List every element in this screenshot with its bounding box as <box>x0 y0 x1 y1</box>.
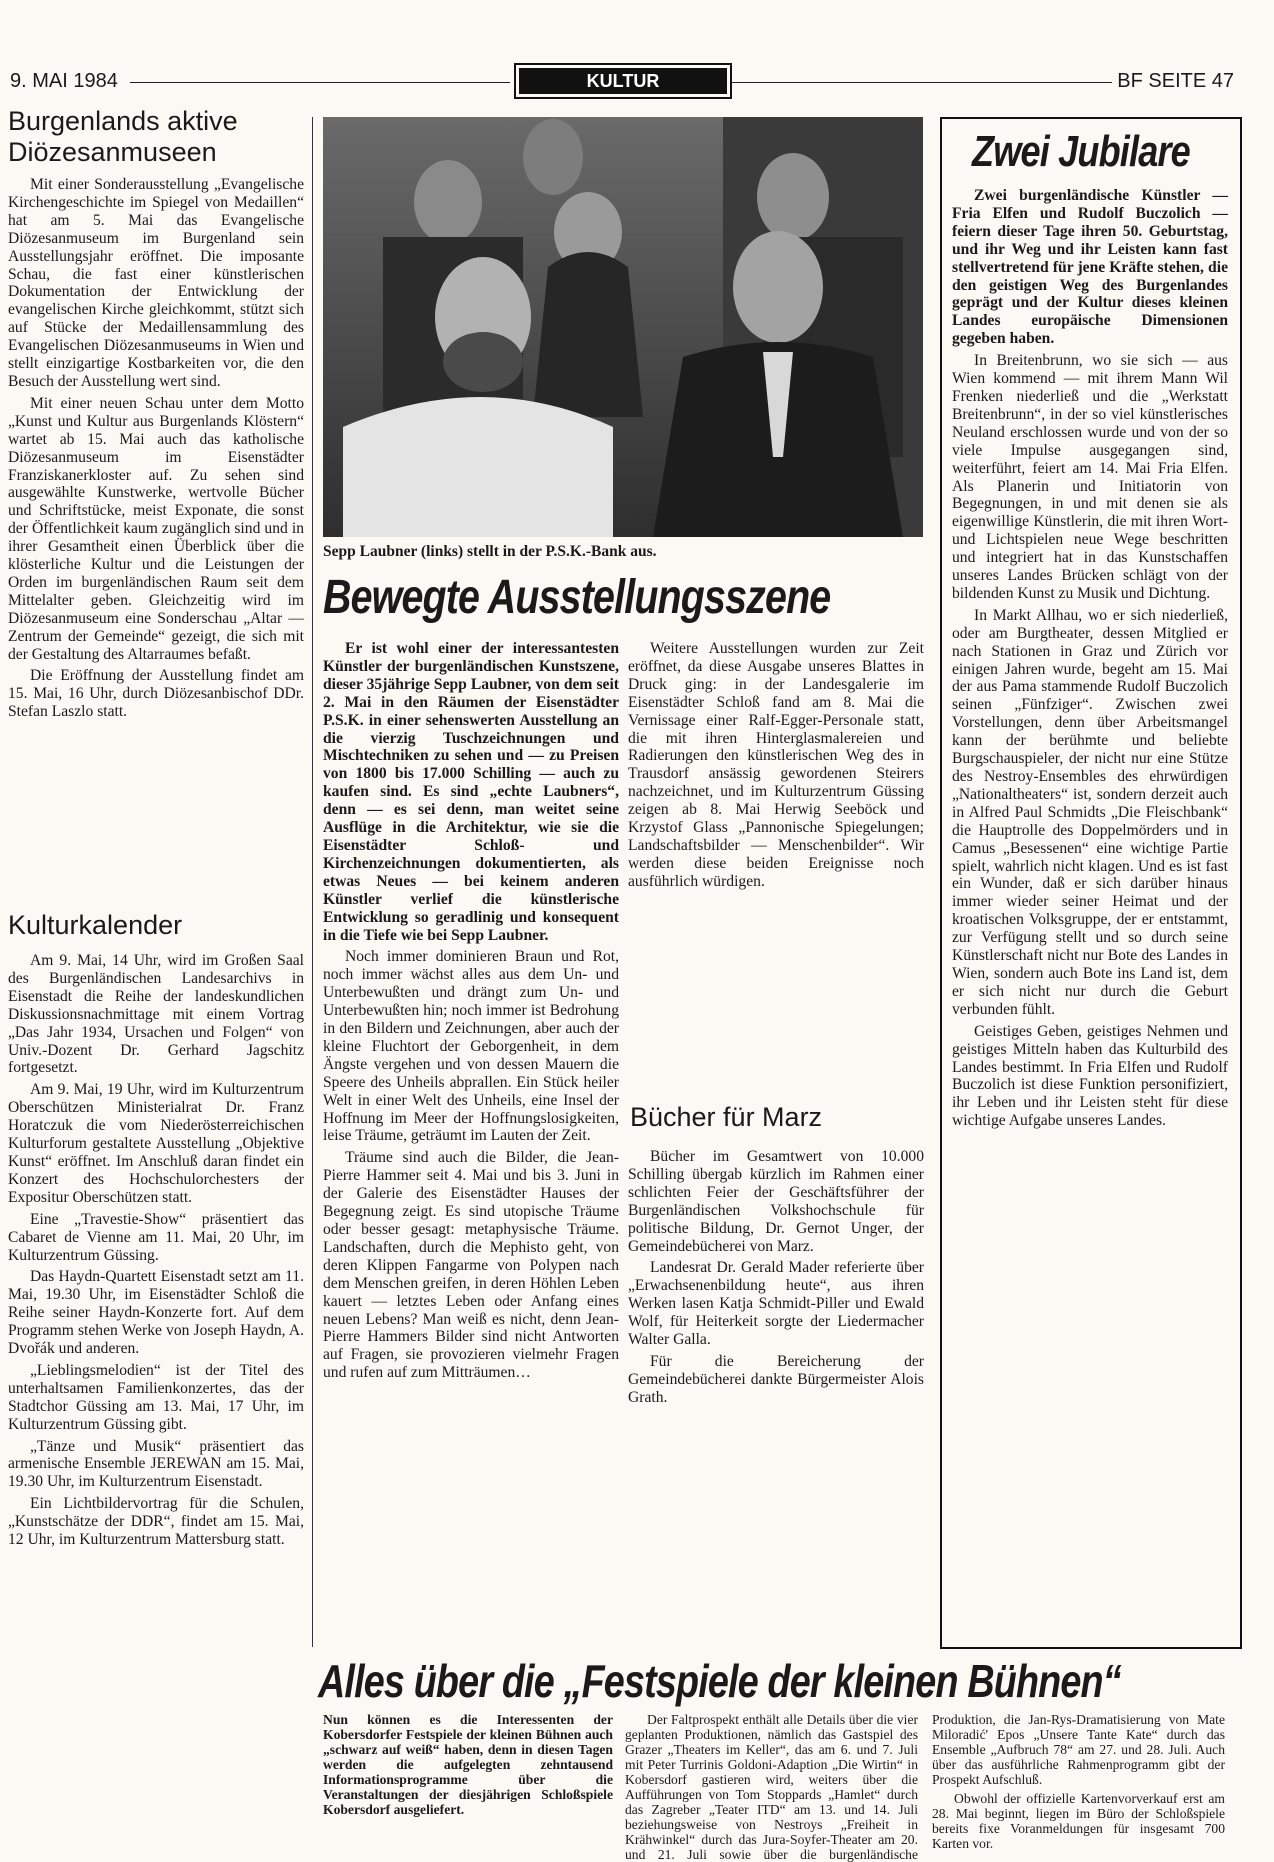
jubilare-article <box>952 187 1228 1134</box>
jubilare-box <box>940 117 1242 1649</box>
photo-caption: Sepp Laubner (links) stellt in der P.S.K.-Bank aus. <box>323 543 657 560</box>
kalender-entry: „Lieblingsmelodien“ ist der Titel des unterhaltsamen Familienkonzertes, das der Stadtchor Güssing am 13. Mai, 17 Uhr, im Kulturzentrum Güssing gibt. <box>8 1361 304 1433</box>
museum-paragraph: Mit einer neuen Schau unter dem Motto „Kunst und Kultur aus Burgenlands Klöstern“ wartet ab 15. Mai auch das katholische Diözesanmuseum im Eisenstädter Franziskanerkloster auf. Zu sehen sind ausgewählte Kunstwerke, wertvolle Bücher und Schriftstücke, meist Exponate, die sonst der Öffentlichkeit kaum zugänglich sind und in ihrer Gesamtheit einen Überblick über die klösterliche Kultur und die Leistungen der Orden im burgenländischen Raum seit dem Mittelalter geben. Gleichzeitig wird im Diözesanmuseum eine Sonderschau „Altar — Zentrum der Gemeinde“ gezeigt, die sich mit der Gestaltung des Altarraumes befaßt. <box>8 394 304 663</box>
column-rule <box>312 117 313 1647</box>
photo-illustration <box>323 117 923 537</box>
buecher-paragraph: Landesrat Dr. Gerald Mader referierte über „Erwachsenenbildung heute“, aus ihren Werken lasen Katja Schmidt-Piller und Ewald Wolf, für Heiterkeit sorgte der Liedermacher Walter Galla. <box>628 1259 924 1349</box>
header-rule-right <box>732 82 1112 83</box>
festspiele-headline: Alles über die „Festspiele der kleinen Bühnen“ <box>318 1655 1121 1707</box>
header-rule-left <box>130 82 510 83</box>
festspiele-paragraph: Obwohl der offizielle Kartenvorverkauf erst am 28. Mai beginnt, liegen im Büro der Schloßspiele bereits fixe Voranmeldungen für insgesamt 700 Karten vor. <box>932 1791 1225 1851</box>
festspiele-col-1 <box>323 1712 613 1821</box>
exhibition-paragraph: Noch immer dominieren Braun und Rot, noch immer wächst alles aus dem Un- und Unterbewußten und drängt zum Un- und Unterbewußten hin; noch immer ist Bedrohung in den Bildern und Zeichnungen, aber auch der kleine Fluchtort der Geborgenheit, in dem Ängste vergehen und von dessen Mauern die Speere des Unheils abprallen. Ein Stück heiler Welt in einer Welt des Unheils, eine Insel der Hoffnung im Meer der Hoffnungslosigkeiten, leise Träume, geträumt im Lauten der Zeit. <box>323 948 619 1145</box>
museum-headline: Burgenlands aktive Diözesanmuseen <box>8 106 238 167</box>
kalender-entry: Das Haydn-Quartett Eisenstadt setzt am 11. Mai, 19.30 Uhr, im Eisenstädter Schloß die Reihe seiner Haydn-Konzerte fort. Auf dem Programm stehen Werke von Joseph Haydn, A. Dvořák und anderen. <box>8 1268 304 1358</box>
exhibition-article-right <box>628 640 924 895</box>
page-number: BF SEITE 47 <box>1117 70 1234 92</box>
exhibition-paragraph: Weitere Ausstellungen wurden zur Zeit eröffnet, da diese Ausgabe unseres Blattes in Druck ging: in der Landesgalerie im Eisenstädter Schloß fand am 8. Mai die Vernissage einer Ralf-Egger-Personale statt, die mit ihren Hinterglasmalereien und Radierungen den künstlerischen Weg des in Trausdorf ansässig gewordenen Steirers nachzeichnet, und im Kulturzentrum Güssing zeigen ab 8. Mai Herwig Seeböck und Krzystof Glass „Pannonische Spiegelungen; Landschaftsbilder — Menschenbilder“. Wir werden diese beiden Ereignisse noch ausführlich würdigen. <box>628 640 924 890</box>
kalender-list <box>8 952 304 1553</box>
jubilare-headline: Zwei Jubilare <box>972 127 1190 176</box>
issue-date: 9. MAI 1984 <box>10 70 118 92</box>
festspiele-cols-2-3 <box>625 1712 1225 1862</box>
exhibition-article-left <box>323 640 619 1386</box>
jubilare-paragraph: Geistiges Geben, geistiges Nehmen und geistiges Mitteln haben das Kulturbild des Landes bestimmt. In Fria Elfen und Rudolf Buczolich ist diese Funktion personifiziert, ihr Leben und ihr Leisten steht für diese wichtige Aufgabe unseres Landes. <box>952 1022 1228 1130</box>
section-badge <box>514 63 732 99</box>
exhibition-lead: Er ist wohl einer der interessantesten Künstler der burgenländischen Kunstszene, dieser 35jährige Sepp Laubner, von dem seit 2. Mai in den Räumen der Eisenstädter P.S.K. in einer sehenswerten Ausstellung an die vierzig Tuschzeichnungen und Mischtechniken zu sehen und — zu Preisen von 1800 bis 17.000 Schilling — auch zu kaufen sind. Es sind „echte Laubners“, denn — es sei denn, man weitet seine Ausflüge in die Architektur, wie sie die Eisenstädter Schloß- und Kirchenzeichnungen dokumentierten, als etwas Neues — bei keinem anderen Künstler verlief die künstlerische Entwicklung so geradlinig und konsequent in die Tiefe wie bei Sepp Laubner. <box>323 640 619 944</box>
kalender-entry: Eine „Travestie-Show“ präsentiert das Cabaret de Vienne am 11. Mai, 20 Uhr, im Kulturzentrum Güssing. <box>8 1210 304 1264</box>
festspiele-lead: Nun können es die Interessenten der Kobersdorfer Festspiele der kleinen Bühnen auch „schwarz auf weiß“ haben, denn in diesen Tagen werden die aufgelegten zehntausend Informationsprogramme über die Veranstaltungen der diesjährigen Schloßspiele Kobersdorf ausgeliefert. <box>323 1712 613 1817</box>
kalender-headline: Kulturkalender <box>8 910 183 940</box>
kalender-entry: Ein Lichtbildervortrag für die Schulen, „Kunstschätze der DDR“, findet am 15. Mai, 12 Uhr, im Kulturzentrum Mattersburg statt. <box>8 1495 304 1549</box>
museum-paragraph: Mit einer Sonderausstellung „Evangelische Kirchengeschichte im Spiegel von Medaillen“ hat am 5. Mai das Evangelische Diözesanmuseum im Burgenland sein Ausstellungsjahr eröffnet. Die imposante Schau, die fast einer künstlerischen Dokumentation der Entwicklung der evangelischen Kirche gleichkommt, stützt sich auf Stücke der Medaillensammlung des Evangelischen Diözesanmuseums in Wien und stellt einzigartige Kostbarkeiten vor, die den Besuch der Ausstellung wert sind. <box>8 176 304 390</box>
kalender-entry: Am 9. Mai, 19 Uhr, wird im Kulturzentrum Oberschützen Ministerialrat Dr. Franz Horatczuk die vom Niederösterreichischen Kulturforum gestaltete Ausstellung „Objektive Kunst“ eröffnet. Im Anschluß daran findet ein Konzert des Hochschulorchesters der Expositur Oberschützen statt. <box>8 1081 304 1206</box>
jubilare-lead: Zwei burgenländische Künstler — Fria Elfen und Rudolf Buczolich — feiern dieser Tage ihren 50. Geburtstag, und ihr Weg und ihr Leisten kann fast stellvertretend für jene Kräfte stehen, die den geistigen Weg des Burgenlandes geprägt und der Kultur dieses kleinen Landes europäische Dimensionen gegeben haben. <box>952 187 1228 348</box>
jubilare-paragraph: In Breitenbrunn, wo sie sich — aus Wien kommend — mit ihrem Mann Wil Frenken niederließ und die „Werkstatt Breitenbrunn“, in der so viel künstlerisches Neuland erschlossen wurde und von der so viele Impulse ausgegangen sind, weiterführt, feiert am 14. Mai Fria Elfen. Als Planerin und Initiatorin von Begegnungen, in und mit denen sie als eigenwillige Künstlerin, die mit ihren Wort- und Lichtspielen neue Wege beschritten und integriert hat in das Kunstschaffen unseres Landes Brücken schlägt von der bildenden Kunst zu Musik und Dichtung. <box>952 352 1228 602</box>
news-photo <box>323 117 923 537</box>
exhibition-headline: Bewegte Ausstellungsszene <box>323 571 831 624</box>
kalender-entry: „Tänze und Musik“ präsentiert das armenische Ensemble JEREWAN am 15. Mai, 19.30 Uhr, im Kulturzentrum Eisenstadt. <box>8 1437 304 1491</box>
section-label: KULTUR <box>519 68 727 94</box>
museum-paragraph: Die Eröffnung der Ausstellung findet am 15. Mai, 16 Uhr, durch Diözesanbischof DDr. Stefan Laszlo statt. <box>8 667 304 721</box>
buecher-paragraph: Bücher im Gesamtwert von 10.000 Schilling übergab kürzlich im Rahmen einer schlichten Feier der Geschäftsführer der Burgenländischen Volkshochschule für politische Bildung, Dr. Gernot Unger, der Gemeindebücherei von Marz. <box>628 1148 924 1255</box>
kalender-entry: Am 9. Mai, 14 Uhr, wird im Großen Saal des Burgenländischen Landesarchivs in Eisenstadt die Reihe der landeskundlichen Diskussionsnachmittage mit einem Vortrag „Das Jahr 1934, Ursachen und Folgen“ von Univ.-Dozent Dr. Gerhard Jagschitz fortgesetzt. <box>8 952 304 1077</box>
museum-article <box>8 176 304 725</box>
buecher-paragraph: Für die Bereicherung der Gemeindebücherei dankte Bürgermeister Alois Grath. <box>628 1352 924 1406</box>
buecher-headline: Bücher für Marz <box>630 1102 823 1132</box>
jubilare-paragraph: In Markt Allhau, wo er sich niederließ, oder am Burgtheater, dessen Mitglied er nach Stationen in Graz und Zürich vor einigen Jahren wurde, begeht am 15. Mai der aus Pama stammende Rudolf Buczolich seinen „Fünfziger“. Zwischen zwei Vorstellungen, denn über Arbeitsmangel kann der berühmte und beliebte Burgschauspieler, der nicht nur eine Stütze des Nestroy-Ensembles des ehrwürdigen „Nationaltheaters“ ist, sondern derzeit auch in Alfred Paul Schmidts „Die Fleischbank“ die Hauptrolle des Doppelmörders und in Camus „Besessenen“ eine wichtige Partie spielt, wahrlich nicht klagen. Und es ist fast ein Wunder, daß er sich darüber hinaus immer wieder seiner Heimat und der kroatischen Volksgruppe, der er entstammt, zur Verfügung stellt und so durch seine Künstlerschaft nicht nur Bote des Landes in Wien, sondern auch Bote ins Land ist, dem er sich nicht nur durch die Geburt verbunden fühlt. <box>952 606 1228 1018</box>
buecher-article <box>628 1148 924 1411</box>
festspiele-paragraph: Der Faltprospekt enthält alle Details über die vier geplanten Produktionen, nämlich das Gastspiel des Grazer „Theaters im Keller“, das am 6. und 7. Juli mit Peter Turrinis Goldoni-Adaption „Die Wirtin“ in Kobersdorf gastieren wird, weiters über die Aufführungen von Tom Stoppards „Hamlet“ durch das Zagreber „Teater ITD“ am 13. und 14. Juli beziehungsweise von Nestroys „Freiheit in Krähwinkel“ durch das Jura-Soyfer-Theater am 20. und 21. Juli sowie über die burgenländische Produktion, die Jan-Rys-Dramatisierung von Mate Miloradić' Epos „Unsere Tante Kate“ durch das Ensemble „Aufbruch 78“ am 27. und 28. Juli. Auch über das ausführliche Rahmenprogramm gibt der Prospekt Aufschluß. <box>625 1712 1225 1862</box>
exhibition-paragraph: Träume sind auch die Bilder, die Jean-Pierre Hammer seit 4. Mai und bis 3. Juni in der Galerie des Eisenstädter Hauses der Begegnung zeigt. Es sind utopische Träume oder besser gesagt: metaphysische Träume. Landschaften, durch die Mephisto geht, von deren Klippen Fangarme von Polypen nach dem Menschen greifen, in deren Höhlen Leben kauert — letztes Leben oder Anfang eines neuen Lebens? Man weiß es nicht, denn Jean-Pierre Hammers Bilder sind nicht Antworten auf Fragen, sie provozieren vielmehr Fragen und rufen auf zum Mitträumen… <box>323 1149 619 1382</box>
